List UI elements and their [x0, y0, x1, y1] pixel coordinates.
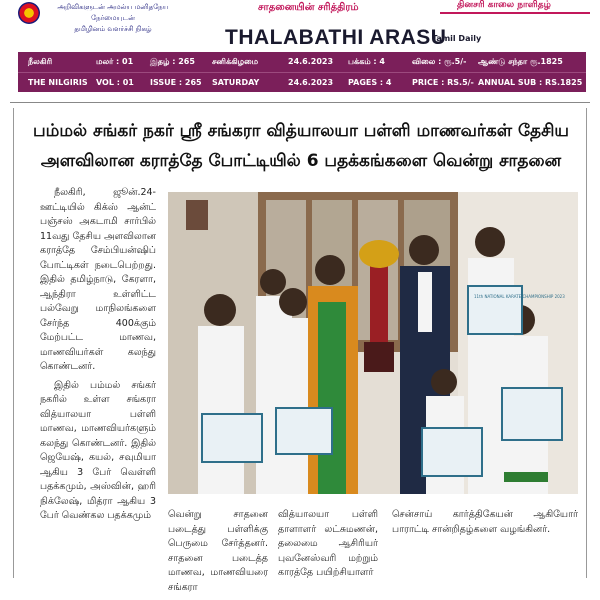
info-pages: பக்கம் : 4	[348, 57, 385, 66]
masthead-daily-label: தினசரி காலை நாளிதழ்	[457, 0, 551, 10]
issue-info-row-tamil	[18, 52, 586, 72]
info-annual: ஆண்டு சந்தா ரூ.1825	[478, 57, 563, 66]
info-date: 24.6.2023	[288, 57, 334, 66]
certificate	[276, 408, 332, 454]
info-day: சனிக்கிழமை	[212, 57, 259, 66]
article-paragraph-2: இதில் பம்மல் சங்கர் நகரில் உள்ள சங்கரா வித்யாலயா பள்ளி மாணவ, மாணவியர்களும் கலந்து கொண்டனர். இதில் ஜெயேஷ், கயல், சவுமியா ஆகிய 3 பேர் வெள்ளி பதக்கமும், அஸ்வின், ஹரி நிக்லேஷ், மித்ரா ஆகிய 3 பேர் வெண்கல பதக்கமும்	[40, 379, 156, 521]
certificate	[202, 414, 262, 462]
issue-info-row-english	[18, 72, 586, 93]
article-column-3: வித்யாலயா பள்ளி தாளாளர் லட்சுமணன், தலைமை ஆசிரியர் புவனேஸ்வரி மற்றும் காரத்தே பயிற்சியாளர்	[278, 509, 378, 578]
article-paragraph-1: நீலகிரி, ஜூன்.24- ஊட்டியில் கிக்ஸ் ஆன்ட் பஞ்சஸ் அகடாமி சார்பில் 11வது தேசிய அளவிலான கராத்தே சேம்பியன்ஷிப் போட்டிகள் நடைபெற்றது. இதில் தமிழ்நாடு, கேரளா, ஆந்திரா உள்ளிட்ட பல்வேறு மாநிலங்களை சேர்ந்த 400க்கும் மேற்பட்ட மாணவ, மாணவியர்கள் கலந்து கொண்டனர்.	[40, 187, 156, 372]
certificate	[502, 388, 562, 440]
info-edition-en: THE NILGIRIS	[28, 78, 88, 87]
info-pages-en: PAGES : 4	[348, 78, 392, 87]
column-rule-right	[586, 108, 587, 578]
masthead	[0, 0, 600, 52]
certificate-title: 11th NATIONAL KARATE CHAMPIONSHIP 2023	[474, 294, 565, 299]
headline-line-1: பம்மல் சங்கர் நகர் ஸ்ரீ சங்கரா வித்யாலயா பள்ளி மாணவர்கள் தேசிய	[33, 121, 569, 141]
info-price: விலை : ரூ.5/-	[412, 57, 467, 66]
article-headline	[22, 116, 580, 176]
masthead-divider	[440, 12, 590, 14]
article-photo	[168, 192, 578, 494]
column-rule-left	[13, 108, 14, 578]
photo-illustration	[168, 192, 578, 494]
info-issue: இதழ் : 265	[150, 57, 195, 66]
info-volume: மலர் : 01	[96, 57, 134, 66]
article-column-2: வென்று சாதனை படைத்து பள்ளிக்கு பெருமை சேர்த்தனர். சாதனை படைத்த மாணவ, மாணவியரை சங்கரா	[168, 509, 268, 593]
masthead-slogan: சாதனையின் சரித்திரம்	[258, 2, 359, 13]
article-column-left	[40, 186, 156, 524]
party-emblem-icon	[18, 2, 40, 24]
info-edition: நீலகிரி	[28, 57, 53, 66]
divider	[10, 102, 590, 103]
info-price-en: PRICE : RS.5/-	[412, 78, 474, 87]
masthead-tagline	[48, 2, 178, 35]
newspaper-title: THALABATHI ARASU	[225, 26, 447, 49]
tagline-line-2: தமிழினம் வளர்ச்சி நிகழ்	[74, 25, 152, 33]
headline-line-2: அளவிலான கராத்தே போட்டியில் 6 பதக்கங்களை வென்று சாதனை	[40, 151, 562, 171]
info-date-en: 24.6.2023	[288, 78, 334, 87]
newspaper-subtitle: Tamil Daily	[432, 34, 482, 43]
article-column-4: சென்சாய் கார்த்திகேயன் ஆகியோர் பாராட்டி சான்றிதழ்களை வழங்கினர்.	[392, 509, 578, 535]
tagline-line-1: அறிவிகளுடன் அமல்ய மனிதநேய நேர்மையுடன்	[57, 3, 169, 22]
info-volume-en: VOL : 01	[96, 78, 134, 87]
certificate	[422, 428, 482, 476]
info-issue-en: ISSUE : 265	[150, 78, 202, 87]
issue-info-bar	[18, 52, 586, 92]
info-day-en: SATURDAY	[212, 78, 260, 87]
info-annual-en: ANNUAL SUB : RS.1825	[478, 78, 583, 87]
